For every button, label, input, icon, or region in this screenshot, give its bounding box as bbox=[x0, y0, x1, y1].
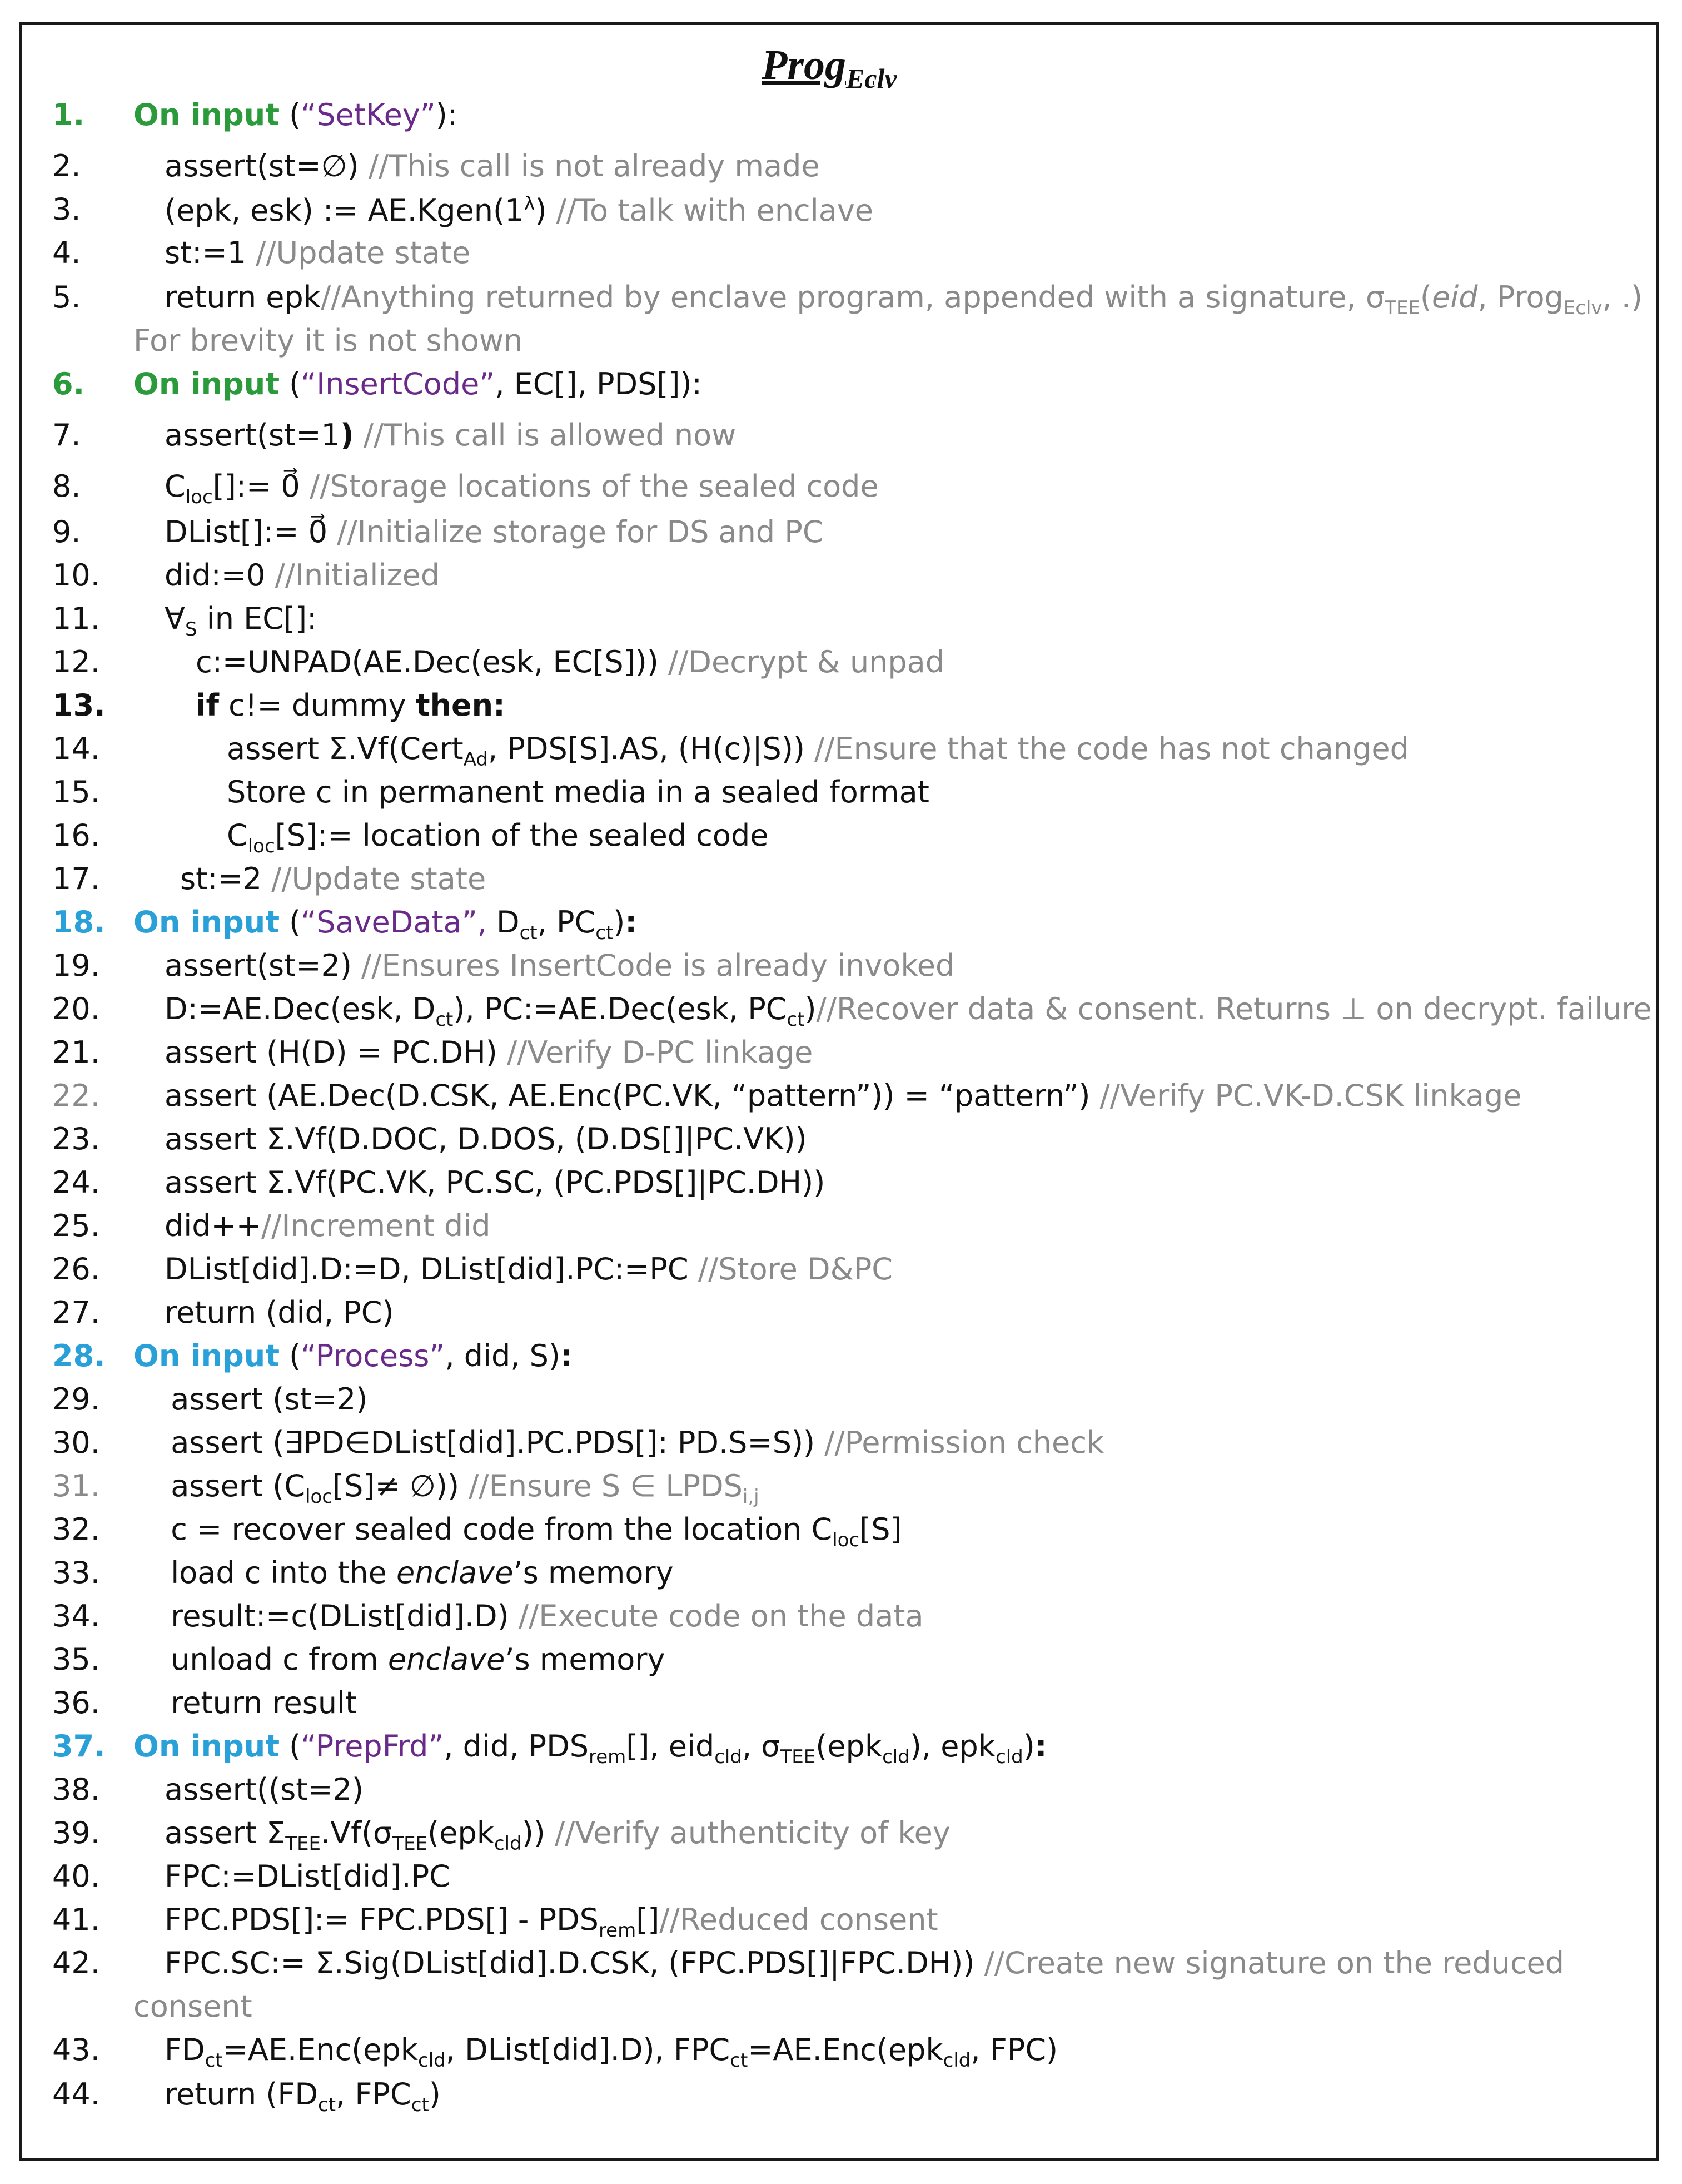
line-number: 23. bbox=[52, 1121, 100, 1156]
line-number: 16. bbox=[52, 818, 100, 853]
line-number: 9. bbox=[52, 514, 81, 549]
line-text: if c!= dummy then: bbox=[196, 688, 505, 723]
line-text: assert Σ.Vf(D.DOC, D.DOS, (D.DS[]|PC.VK)) bbox=[165, 1121, 807, 1156]
line-number: 39. bbox=[52, 1815, 100, 1850]
line-number: 5. bbox=[52, 280, 81, 315]
line-number: 27. bbox=[52, 1295, 100, 1330]
line-text: result:=c(DList[did].D) //Execute code on the data bbox=[171, 1599, 924, 1634]
line-text: assert(st=2) //Ensures InsertCode is already invoked bbox=[165, 948, 955, 983]
line-text: assert (AE.Dec(D.CSK, AE.Enc(PC.VK, “pattern”)) = “pattern”) //Verify PC.VK-D.CSK linkage bbox=[165, 1078, 1522, 1113]
line-text: assert(st=∅) //This call is not already made bbox=[165, 148, 820, 183]
line-number: 41. bbox=[52, 1902, 100, 1937]
line-text: DList[]:= 0⃗ //Initialize storage for DS and PC bbox=[165, 514, 824, 549]
line-number: 29. bbox=[52, 1382, 100, 1417]
line-text: return (did, PC) bbox=[165, 1295, 394, 1330]
line-text: c:=UNPAD(AE.Dec(esk, EC[S])) //Decrypt & unpad bbox=[196, 644, 945, 679]
line-text: $C_{loc}[]:=$ 0⃗ //Storage locations of the sealed code bbox=[165, 469, 879, 508]
line-text: $FD_{ct}=AE.Enc(epk_{cld}$, DList[did].D), $FPC_{ct}=AE.Enc(epk_{cld}$, FPC) bbox=[165, 2032, 1058, 2072]
line-number: 1. bbox=[52, 97, 85, 132]
line-number: 19. bbox=[52, 948, 100, 983]
line-number: 6. bbox=[52, 366, 85, 401]
line-number: 3. bbox=[52, 192, 81, 227]
line-text: assert(st=1) //This call is allowed now bbox=[165, 418, 737, 453]
line-number: 31. bbox=[52, 1468, 100, 1503]
line-number: 32. bbox=[52, 1512, 100, 1547]
line-text: assert((st=2) bbox=[165, 1772, 364, 1807]
line-text: On input (“PrepFrd”, did, $PDS_{rem}[]$, eid$_{cld}$, $\sigma_{TEE}(epk_{cld})$, epk$_{cld}$): bbox=[133, 1729, 1047, 1768]
line-number: 12. bbox=[52, 644, 100, 679]
line-text: return result bbox=[171, 1685, 357, 1720]
line-text: On input (“SetKey”): bbox=[133, 97, 458, 132]
line-text: unload c from enclave’s memory bbox=[171, 1642, 665, 1677]
line-text: st:=1 //Update state bbox=[165, 235, 471, 270]
line-number: 25. bbox=[52, 1208, 100, 1243]
line-text: consent bbox=[133, 1989, 252, 2024]
line-text: assert (H(D) = PC.DH) //Verify D-PC linkage bbox=[165, 1035, 813, 1070]
line-text: did++//Increment did bbox=[165, 1208, 491, 1243]
line-text: return ($FD_{ct}$, $FPC_{ct}$) bbox=[165, 2077, 441, 2116]
line-number: 38. bbox=[52, 1772, 100, 1807]
line-number: 21. bbox=[52, 1035, 100, 1070]
line-number: 43. bbox=[52, 2032, 100, 2067]
line-text: D:=AE.Dec(esk, $D_{ct}$), PC:=AE.Dec(esk, $PC_{ct})/$/Recover data & consent. Returns ⊥ on decrypt. failure bbox=[165, 991, 1652, 1031]
line-number: 15. bbox=[52, 775, 100, 810]
line-text: $C_{loc}[S]:=$ location of the sealed code bbox=[227, 818, 769, 857]
line-text: On input (“SaveData”, $D_{ct}$, $PC_{ct}$): bbox=[133, 905, 637, 944]
line-text: FPC:=DList[did].PC bbox=[165, 1859, 450, 1894]
line-text: assert Σ.Vf(Cert$_{Ad}$, PDS[S].AS, (H(c)|S)) //Ensure that the code has not changed bbox=[227, 731, 1409, 771]
line-text: DList[did].D:=D, DList[did].PC:=PC //Store D&PC bbox=[165, 1252, 893, 1287]
line-text: On input (“InsertCode”, EC[], PDS[]): bbox=[133, 366, 702, 401]
line-number: 18. bbox=[52, 905, 106, 940]
line-number: 26. bbox=[52, 1252, 100, 1287]
line-text: st:=2 //Update state bbox=[180, 861, 486, 896]
line-text: assert (∃PD∈DList[did].PC.PDS[]: PD.S=S)) //Permission check bbox=[171, 1425, 1104, 1460]
line-number: 11. bbox=[52, 601, 100, 636]
line-number: 40. bbox=[52, 1859, 100, 1894]
line-text: $\forall_S$ in EC[]: bbox=[165, 601, 317, 641]
line-number: 14. bbox=[52, 731, 100, 766]
line-number: 35. bbox=[52, 1642, 100, 1677]
line-number: 7. bbox=[52, 418, 81, 453]
line-number: 34. bbox=[52, 1599, 100, 1634]
line-number: 20. bbox=[52, 991, 100, 1026]
line-number: 36. bbox=[52, 1685, 100, 1720]
page-title: Prog$_{Eclv}$ bbox=[762, 42, 897, 95]
line-text: c = recover sealed code from the location $C_{loc}[S]$ bbox=[171, 1512, 902, 1551]
line-number: 33. bbox=[52, 1555, 100, 1590]
line-number: 8. bbox=[52, 469, 81, 504]
line-number: 22. bbox=[52, 1078, 100, 1113]
line-text: assert ($C_{loc}[S]\ne$ ∅)) //Ensure S ∈ $LPDS_{i,j}$ bbox=[171, 1468, 759, 1508]
line-number: 13. bbox=[52, 688, 106, 723]
line-text: FPC.SC:= Σ.Sig(DList[did].D.CSK, (FPC.PDS[]|FPC.DH)) //Create new signature on the reduced bbox=[165, 1945, 1565, 1981]
line-number: 42. bbox=[52, 1945, 100, 1981]
line-text: return epk//Anything returned by enclave program, appended with a signature, $\sigma_{TEE}(eid$, Prog$_{Eclv}$, .) bbox=[165, 280, 1643, 319]
line-number: 37. bbox=[52, 1729, 106, 1764]
line-number: 2. bbox=[52, 148, 81, 183]
line-text: Store c in permanent media in a sealed format bbox=[227, 775, 929, 810]
line-number: 30. bbox=[52, 1425, 100, 1460]
line-text: assert (st=2) bbox=[171, 1382, 368, 1417]
line-text: For brevity it is not shown bbox=[133, 323, 523, 358]
line-text: assert $\Sigma_{TEE}.Vf(\sigma_{TEE}(epk_{cld}))$ //Verify authenticity of key bbox=[165, 1815, 951, 1855]
line-text: On input (“Process”, did, S): bbox=[133, 1338, 573, 1373]
line-number: 10. bbox=[52, 558, 100, 593]
line-text: assert Σ.Vf(PC.VK, PC.SC, (PC.PDS[]|PC.DH)) bbox=[165, 1165, 825, 1200]
line-number: 28. bbox=[52, 1338, 106, 1373]
line-number: 24. bbox=[52, 1165, 100, 1200]
line-text: FPC.PDS[]:= $FPC.PDS[] - PDS_{rem}[]/$/Reduced consent bbox=[165, 1902, 938, 1942]
line-number: 4. bbox=[52, 235, 81, 270]
line-text: (epk, esk) := $AE.Kgen(1^\lambda)$ //To talk with enclave bbox=[165, 193, 874, 228]
line-text: did:=0 //Initialized bbox=[165, 558, 440, 593]
line-number: 44. bbox=[52, 2077, 100, 2112]
line-text: load c into the enclave’s memory bbox=[171, 1555, 674, 1590]
line-number: 17. bbox=[52, 861, 100, 896]
